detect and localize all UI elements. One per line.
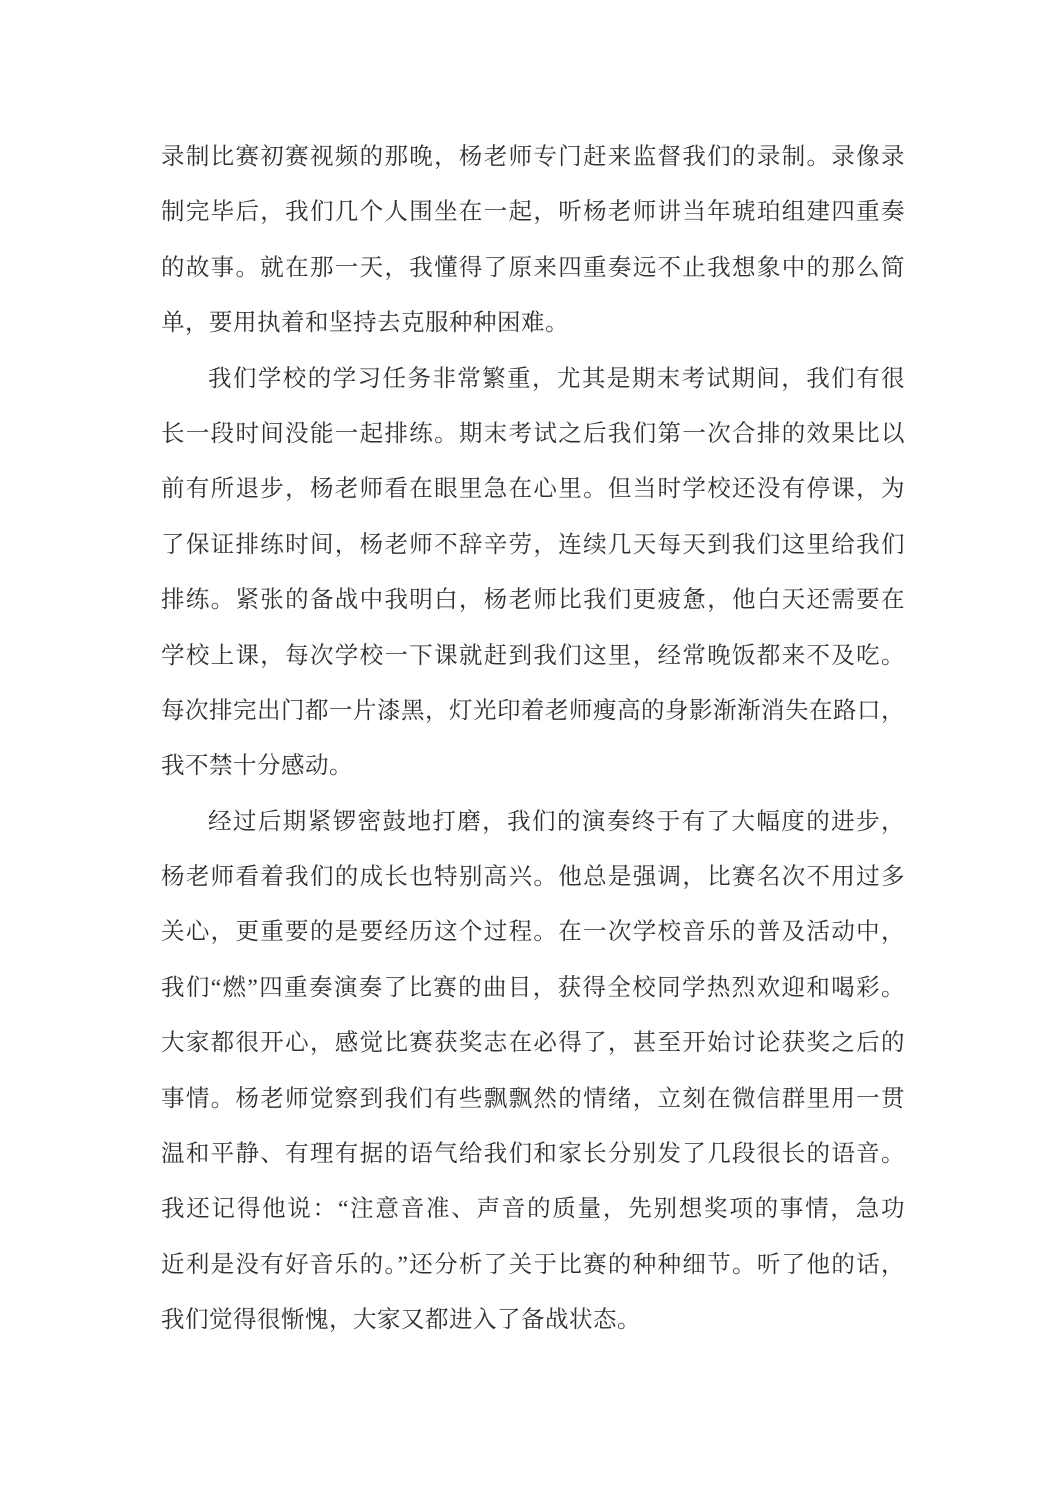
- paragraph: [161, 130, 905, 352]
- text-line: 长一段时间没能一起排练。期末考试之后我们第一次合排的效果比以: [161, 420, 905, 447]
- text-line: 排练。紧张的备战中我明白，杨老师比我们更疲惫，他白天还需要在: [161, 587, 905, 614]
- document-text-block: [161, 130, 905, 1349]
- text-line: 杨老师看着我们的成长也特别高兴。他总是强调，比赛名次不用过多: [161, 864, 905, 891]
- text-line: 我们学校的学习任务非常繁重，尤其是期末考试期间，我们有很: [208, 365, 905, 392]
- text-line: 录制比赛初赛视频的那晚，杨老师专门赶来监督我们的录制。录像录: [161, 144, 905, 170]
- text-line: 事情。杨老师觉察到我们有些飘飘然的情绪，立刻在微信群里用一贯: [161, 1085, 905, 1112]
- text-line: 经过后期紧锣密鼓地打磨，我们的演奏终于有了大幅度的进步，: [208, 808, 905, 835]
- text-line: 学校上课，每次学校一下课就赶到我们这里，经常晚饭都来不及吃。: [161, 642, 905, 669]
- text-line: 的故事。就在那一天，我懂得了原来四重奏远不止我想象中的那么简: [161, 254, 905, 281]
- text-line: 温和平静、有理有据的语气给我们和家长分别发了几段很长的语音。: [161, 1141, 905, 1168]
- text-line: 了保证排练时间，杨老师不辞辛劳，连续几天每天到我们这里给我们: [161, 531, 905, 558]
- paragraph: [161, 352, 905, 795]
- text-line: 前有所退步，杨老师看在眼里急在心里。但当时学校还没有停课，为: [161, 476, 905, 503]
- paragraph: [161, 795, 905, 1349]
- text-line: 我不禁十分感动。: [161, 753, 353, 780]
- text-line: 大家都很开心，感觉比赛获奖志在必得了，甚至开始讨论获奖之后的: [161, 1030, 905, 1057]
- text-line: 制完毕后，我们几个人围坐在一起，听杨老师讲当年琥珀组建四重奏: [161, 199, 905, 226]
- text-line: 近利是没有好音乐的。”还分析了关于比赛的种种细节。听了他的话，: [161, 1251, 905, 1278]
- text-line: 单，要用执着和坚持去克服种种困难。: [161, 310, 569, 337]
- text-line: 我们觉得很惭愧，大家又都进入了备战状态。: [161, 1307, 641, 1334]
- text-line: 我还记得他说：“注意音准、声音的质量，先别想奖项的事情，急功: [161, 1196, 905, 1223]
- text-line: 我们“燃”四重奏演奏了比赛的曲目，获得全校同学热烈欢迎和喝彩。: [161, 974, 905, 1001]
- text-line: 关心，更重要的是要经历这个过程。在一次学校音乐的普及活动中，: [161, 919, 905, 946]
- text-line: 每次排完出门都一片漆黑，灯光印着老师瘦高的身影渐渐消失在路口，: [161, 697, 905, 724]
